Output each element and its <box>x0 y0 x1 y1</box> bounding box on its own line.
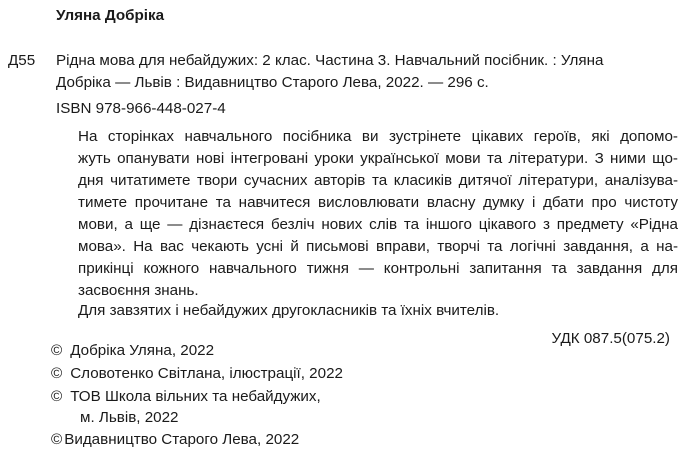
copyright-symbol: © <box>51 431 63 448</box>
copyright-symbol: © <box>51 342 63 359</box>
copyright-symbol: © <box>51 388 63 405</box>
dedication: Для завзятих і небайдужих другокласників та їхніх вчителів. <box>78 302 500 319</box>
annotation-paragraph <box>78 126 678 302</box>
annotation-line: жуть опанувати нові інтегровані уроки української мови та літератури. З ними що- <box>78 150 678 167</box>
copyright-school <box>51 386 321 408</box>
bibliographic-line: Добріка — Львів : Видавництво Старого Лева, 2022. — 296 с. <box>56 74 489 91</box>
catalog-code: Д55 <box>8 52 36 69</box>
author-heading: Уляна Добріка <box>56 7 165 24</box>
annotation-line: мова». На вас чекають усні й письмові вправи, творчі та логічні завдання, а на- <box>78 238 678 255</box>
annotation-line: дня читатимете твори сучасних авторів та класиків дитячої літератури, аналізува- <box>78 172 678 189</box>
copyright-illustrator <box>51 363 343 385</box>
copyright-publisher <box>51 429 299 451</box>
copyright-text: ТОВ Школа вільних та небайдужих, <box>70 388 321 405</box>
copyright-text: Словотенко Світлана, ілюстрації, 2022 <box>70 365 343 382</box>
annotation-line: прикінці кожного навчального тижня — контрольні запитання та завдання для <box>78 260 678 277</box>
udk-code: УДК 087.5(075.2) <box>551 330 670 347</box>
annotation-line: На сторінках навчального посібника ви зустрінете цікавих героїв, які допомо- <box>78 128 678 145</box>
annotation-line: мови, а ще — дізнаєтеся безліч нових слів та іншого цікавого з предмету «Рідна <box>78 216 678 233</box>
bibliographic-record <box>56 50 690 94</box>
copyright-symbol: © <box>51 365 63 382</box>
isbn: ISBN 978-966-448-027-4 <box>56 100 226 117</box>
copyright-author <box>51 340 214 362</box>
copyright-school-city: м. Львів, 2022 <box>80 409 179 426</box>
copyright-text: Видавництво Старого Лева, 2022 <box>64 431 300 448</box>
annotation-line: тимете прочитане та навчитеся висловлювати власну думку і дбати про чистоту <box>78 194 678 211</box>
bibliographic-line: Рідна мова для небайдужих: 2 клас. Частина 3. Навчальний посібник. : Уляна <box>56 52 604 69</box>
annotation-line: засвоєння знань. <box>78 282 199 299</box>
copyright-text: Добріка Уляна, 2022 <box>70 342 215 359</box>
